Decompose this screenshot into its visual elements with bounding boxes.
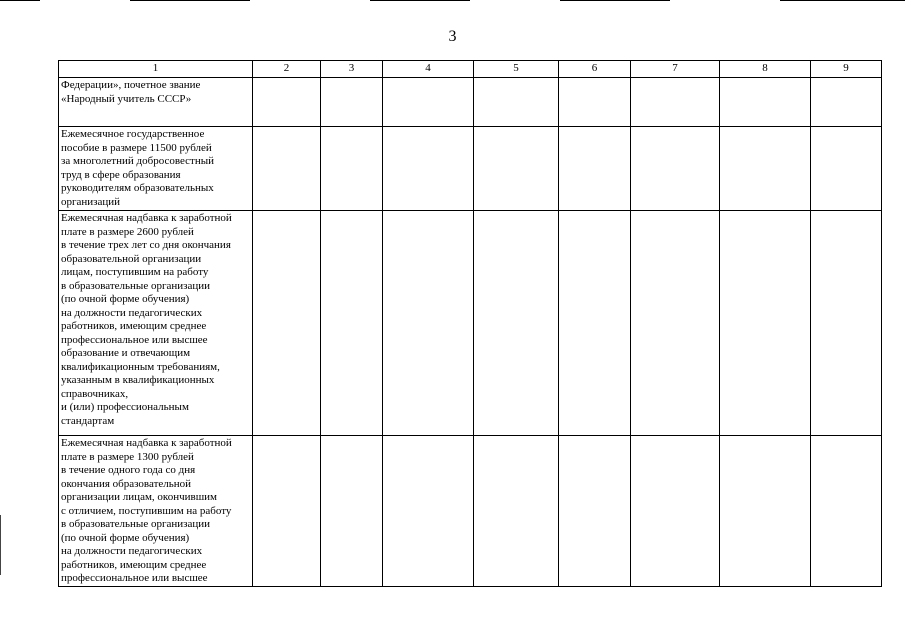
scan-artifact-line bbox=[370, 0, 470, 1]
table-cell bbox=[559, 436, 631, 587]
row-description: Ежемесячная надбавка к заработной плате в размере 1300 рублей в течение одного года со дня окончания образовательной организации лицам, окончившим с отличием, поступившим на работу в образовательные организации (по очной форме обучения) на должности педагогических работников, имеющим среднее профессиональное или высшее bbox=[59, 436, 253, 587]
row-description: Федерации», почетное звание «Народный учитель СССР» bbox=[59, 78, 253, 127]
table-row bbox=[59, 127, 882, 211]
table-cell bbox=[559, 127, 631, 211]
table-cell bbox=[720, 127, 811, 211]
table-cell bbox=[811, 78, 882, 127]
table-cell bbox=[253, 127, 321, 211]
table-row bbox=[59, 436, 882, 587]
table-cell bbox=[559, 78, 631, 127]
row-description: Ежемесячное государственное пособие в размере 11500 рублей за многолетний добросовестный труд в сфере образования руководителям образовательных организаций bbox=[59, 127, 253, 211]
row-description: Ежемесячная надбавка к заработной плате в размере 2600 рублей в течение трех лет со дня окончания образовательной организации лицам, поступившим на работу в образовательные организации (по очной форме обучения) на должности педагогических работников, имеющим среднее профессиональное или высшее образование и отвечающим квалификационным требованиям, указанным в квалификационных справочниках, и (или) профессиональным стандартам bbox=[59, 211, 253, 436]
column-header: 6 bbox=[559, 61, 631, 78]
table-cell bbox=[474, 211, 559, 436]
table-cell bbox=[321, 436, 383, 587]
table-cell bbox=[559, 211, 631, 436]
table-cell bbox=[321, 211, 383, 436]
column-header: 9 bbox=[811, 61, 882, 78]
table-cell bbox=[321, 127, 383, 211]
table-cell bbox=[383, 127, 474, 211]
scan-artifact-line bbox=[560, 0, 670, 1]
table-cell bbox=[383, 78, 474, 127]
column-header: 7 bbox=[631, 61, 720, 78]
column-header: 8 bbox=[720, 61, 811, 78]
column-header: 2 bbox=[253, 61, 321, 78]
table-cell bbox=[631, 78, 720, 127]
table-cell bbox=[474, 436, 559, 587]
table-cell bbox=[631, 127, 720, 211]
column-header: 4 bbox=[383, 61, 474, 78]
column-header: 3 bbox=[321, 61, 383, 78]
table-row bbox=[59, 78, 882, 127]
table-cell bbox=[383, 436, 474, 587]
table-cell bbox=[811, 436, 882, 587]
table-cell bbox=[474, 127, 559, 211]
table-cell bbox=[720, 78, 811, 127]
table-header-row bbox=[59, 61, 882, 78]
column-header: 1 bbox=[59, 61, 253, 78]
table-cell bbox=[720, 436, 811, 587]
table-cell bbox=[321, 78, 383, 127]
scan-artifact-line bbox=[0, 0, 40, 1]
table-cell bbox=[720, 211, 811, 436]
table-cell bbox=[383, 211, 474, 436]
table-cell bbox=[253, 436, 321, 587]
scan-artifact-line bbox=[780, 0, 905, 1]
page-number: 3 bbox=[448, 28, 457, 45]
table-cell bbox=[253, 211, 321, 436]
table-cell bbox=[811, 211, 882, 436]
table-cell bbox=[631, 211, 720, 436]
scan-artifact-line bbox=[130, 0, 250, 1]
table-row bbox=[59, 211, 882, 436]
scan-artifact-edge bbox=[0, 515, 1, 575]
table-cell bbox=[631, 436, 720, 587]
document-table bbox=[58, 60, 882, 587]
table-cell bbox=[811, 127, 882, 211]
table-cell bbox=[253, 78, 321, 127]
table-cell bbox=[474, 78, 559, 127]
column-header: 5 bbox=[474, 61, 559, 78]
